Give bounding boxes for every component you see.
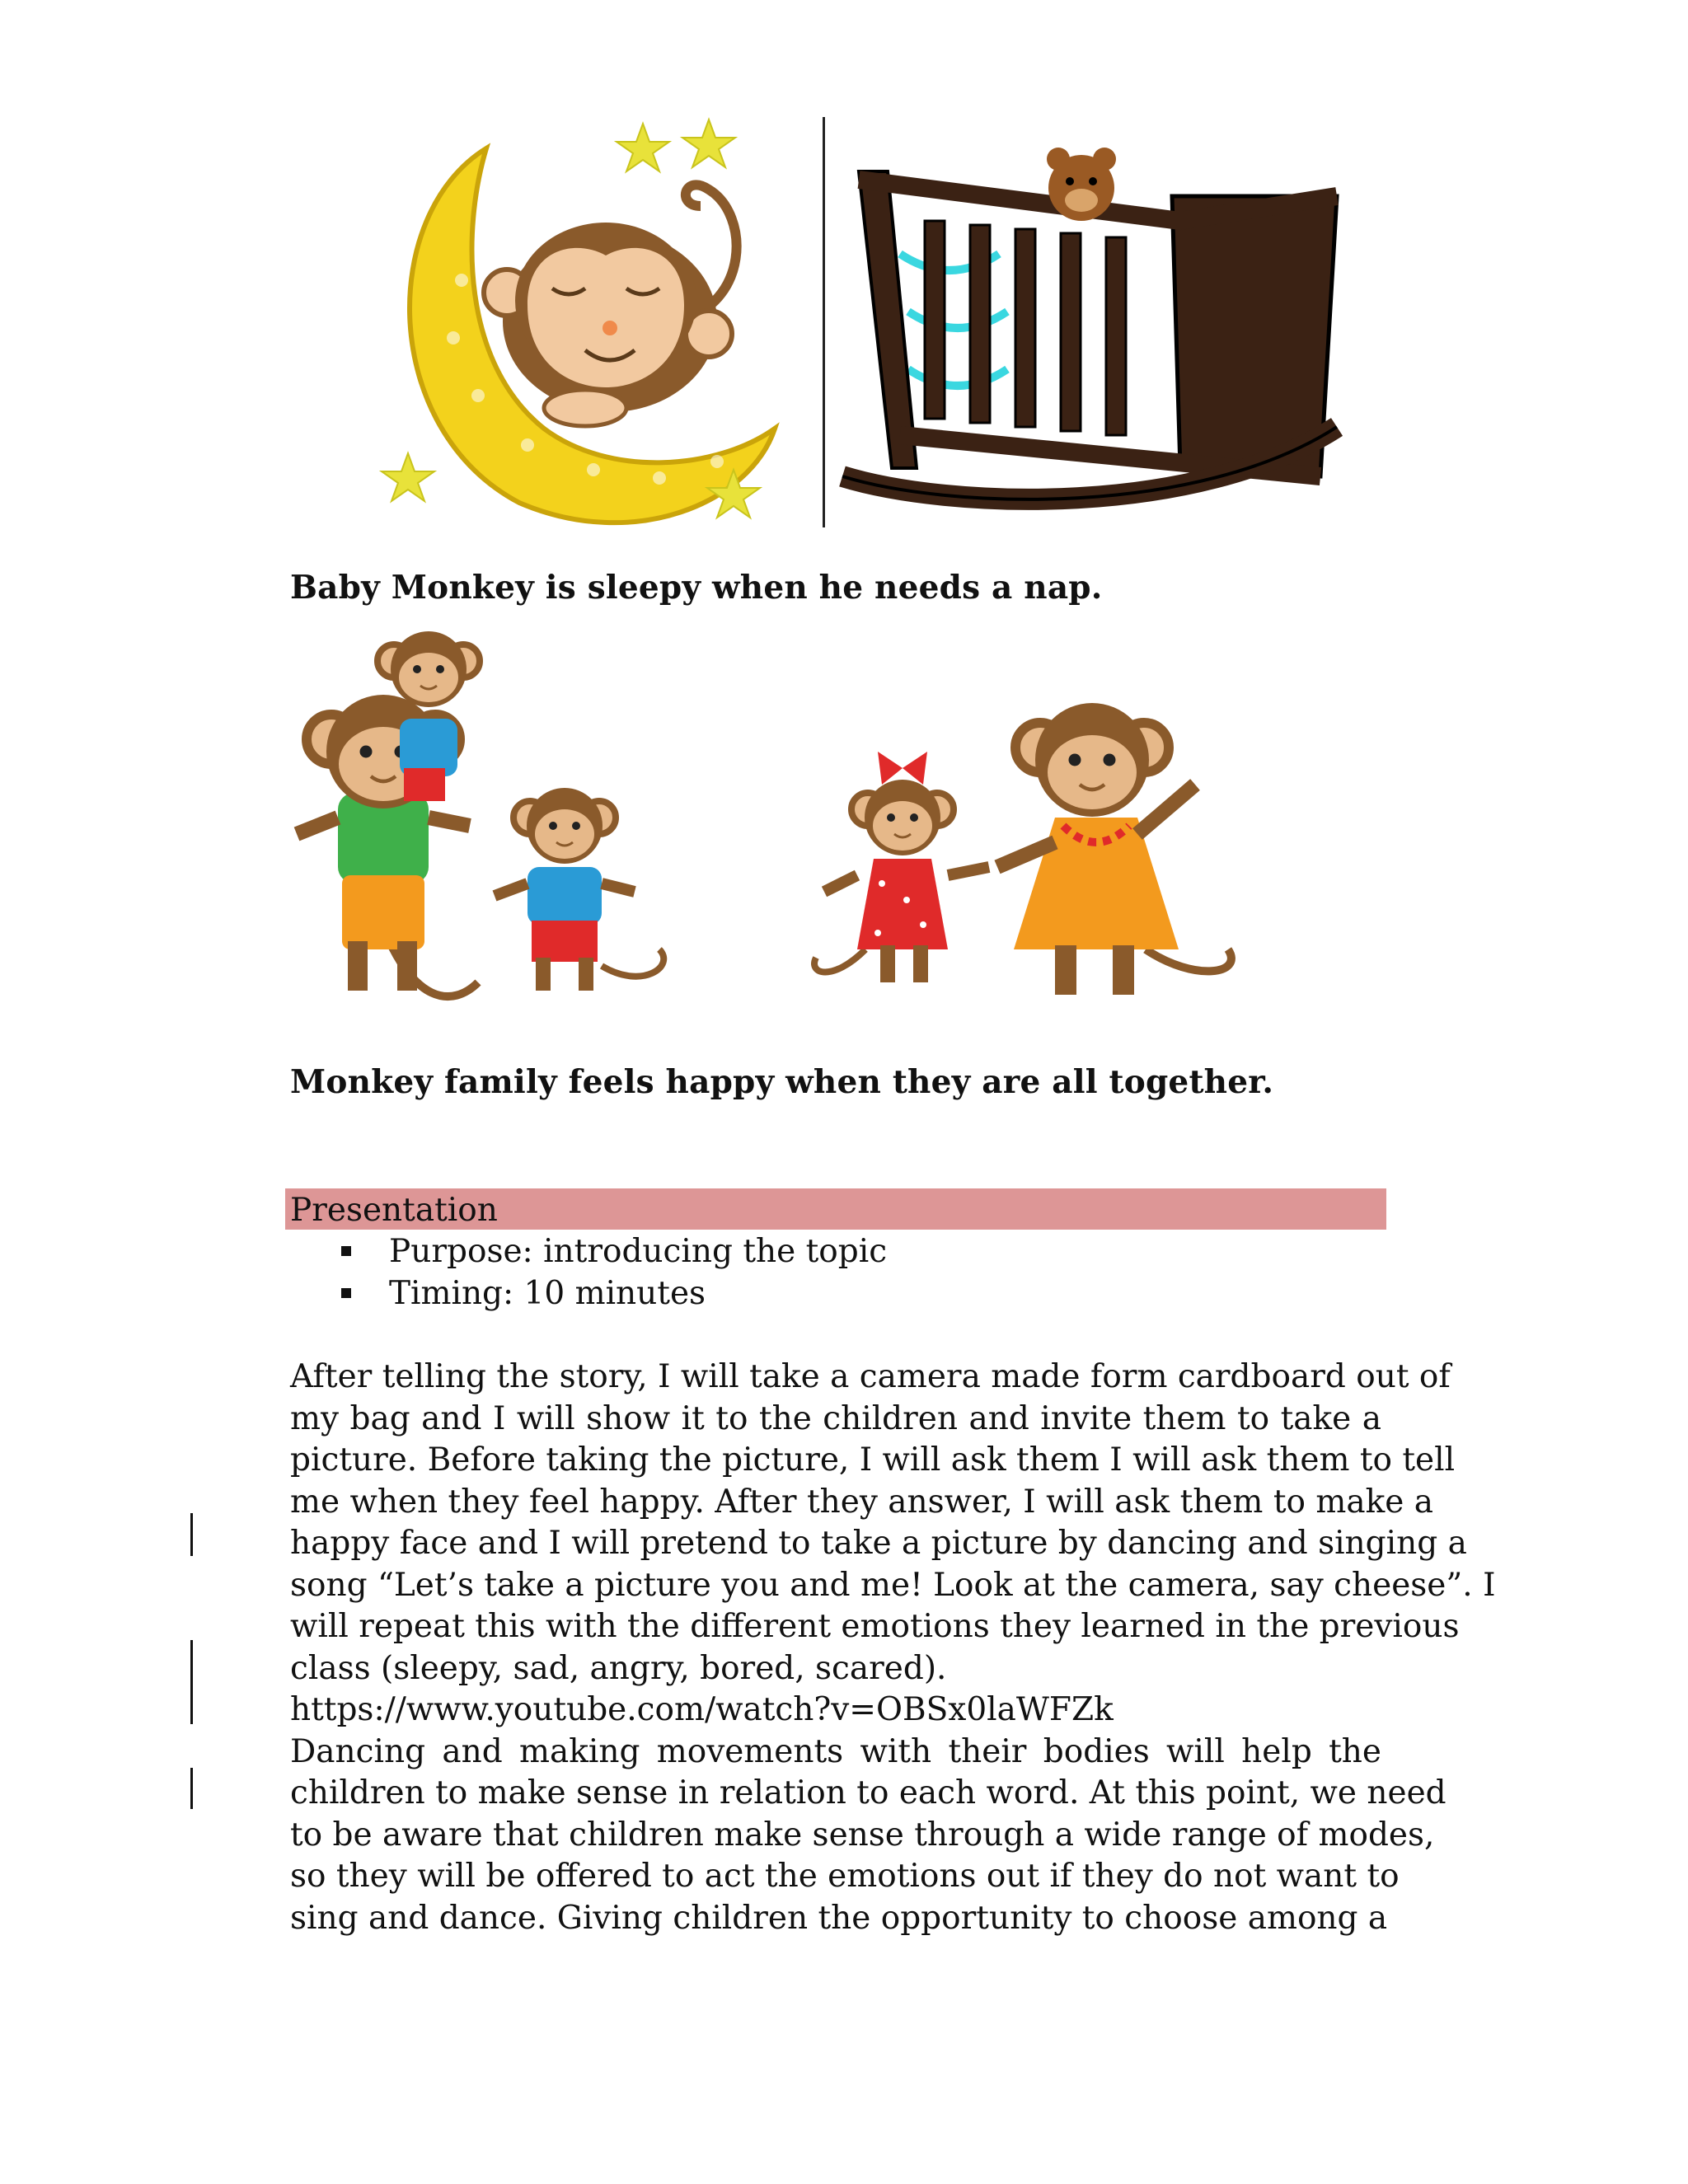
square-bullet-icon bbox=[341, 1288, 351, 1298]
paragraph-line: children to make sense in relation to each word. At this point, we need bbox=[290, 1774, 1447, 1811]
caption-family: Monkey family feels happy when they are all together. bbox=[290, 1063, 1274, 1101]
change-bar bbox=[190, 1640, 193, 1724]
change-bar bbox=[190, 1768, 193, 1809]
paragraph-line: so they will be offered to act the emotions out if they do not want to bbox=[290, 1858, 1400, 1895]
caption-sleepy: Baby Monkey is sleepy when he needs a nap. bbox=[290, 569, 1103, 607]
section-title: Presentation bbox=[290, 1192, 498, 1229]
paragraph-line: sing and dance. Giving children the opportunity to choose among a bbox=[290, 1900, 1388, 1937]
paragraph-line: class (sleepy, sad, angry, bored, scared). bbox=[290, 1650, 947, 1687]
video-link[interactable]: https://www.youtube.com/watch?v=OBSx0laWFZk bbox=[290, 1691, 1114, 1728]
paragraph-line: After telling the story, I will take a camera made form cardboard out of bbox=[290, 1358, 1451, 1395]
paragraph-line: happy face and I will pretend to take a picture by dancing and singing a bbox=[290, 1525, 1467, 1562]
section-header-presentation bbox=[285, 1188, 1386, 1230]
change-bar bbox=[190, 1513, 193, 1556]
paragraph-line: Dancing and making movements with their bodies will help the bbox=[290, 1733, 1381, 1770]
cradle-illustration bbox=[826, 122, 1353, 534]
paragraph-line: my bag and I will show it to the children and invite them to take a bbox=[290, 1400, 1381, 1437]
paragraph-line: will repeat this with the different emotions they learned in the previous bbox=[290, 1608, 1460, 1645]
monkey-family-illustration bbox=[288, 620, 1278, 1015]
paragraph-line: me when they feel happy. After they answer, I will ask them to make a bbox=[290, 1483, 1433, 1521]
sleeping-monkey-moon-illustration bbox=[363, 115, 791, 536]
paragraph-line: song “Let’s take a picture you and me! Look at the camera, say cheese”. I bbox=[290, 1567, 1496, 1604]
paragraph-line: to be aware that children make sense through a wide range of modes, bbox=[290, 1816, 1435, 1854]
image-divider bbox=[823, 117, 825, 527]
document-page: Baby Monkey is sleepy when he needs a nap. Monkey family feels happy when they are all together. Presentation Purpose: introducing the topic Timing: 10 minutes After telling the story, I will take a camera made form cardboard out of my bag and I will show it to the children and invite them to take a picture. Before taking the picture, I will ask them I will ask them to tell me when they feel happy. After they answer, I will ask them to make a happy face and I will pretend to take a picture by dancing and singing a song “Let’s take a picture you and me! Look at the camera, say cheese”. I will repeat this with the different emotions they learned in the previous class (sleepy, sad, angry, bored, scared). https://www.youtube.com/watch?v=OBSx0laWFZk Dancing and making movements with their bodies will help the children to make sense in relation to each word. At this point, we need to be aware that children make sense through a wide range of modes, so they will be offered to act the emotions out if they do not want to sing and dance. Giving children the opportunity to choose among a bbox=[0, 0, 1688, 2184]
paragraph-line: picture. Before taking the picture, I will ask them I will ask them to tell bbox=[290, 1441, 1456, 1479]
square-bullet-icon bbox=[341, 1246, 351, 1256]
